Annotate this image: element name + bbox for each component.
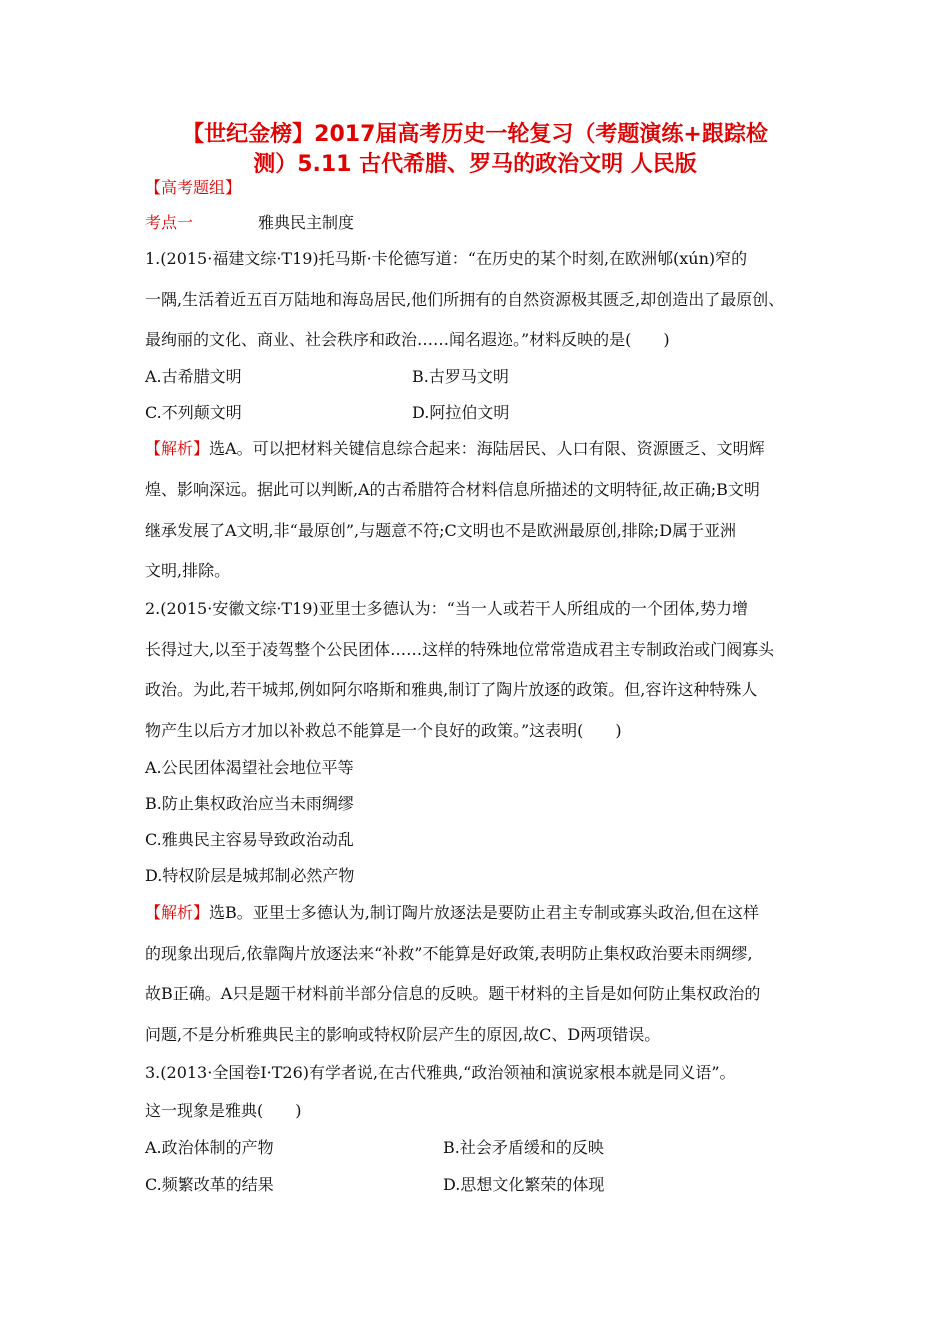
q2-option-b: B.防止集权政治应当未雨绸缪 [145, 794, 354, 813]
kaodian-label: 考点一 [145, 213, 194, 232]
q2-analysis-label: 【解析】 [145, 903, 210, 922]
q3-line: 3.(2013·全国卷Ⅰ·T26)有学者说,在古代雅典,“政治领袖和演说家根本就是同义语”。 [145, 1063, 736, 1082]
q2-option-d: D.特权阶层是城邦制必然产物 [145, 866, 355, 885]
q3-option-c: C.频繁改革的结果 [145, 1175, 274, 1194]
q2-line: 2.(2015·安徽文综·T19)亚里士多德认为：“当一人或若干人所组成的一个团体,势力增 [145, 599, 748, 618]
q2-analysis-line: 问题,不是分析雅典民主的影响或特权阶层产生的原因,故C、D两项错误。 [145, 1025, 661, 1044]
q3-option-a: A.政治体制的产物 [145, 1138, 274, 1157]
section-heading: 【高考题组】 [145, 178, 242, 197]
q3-option-b: B.社会矛盾缓和的反映 [443, 1138, 604, 1157]
q2-analysis-line [145, 903, 759, 923]
q3-line: 这一现象是雅典( ) [145, 1101, 302, 1120]
q2-option-c: C.雅典民主容易导致政治动乱 [145, 830, 354, 849]
q2-option-a: A.公民团体渴望社会地位平等 [145, 758, 354, 777]
q1-analysis-line: 继承发展了A文明,非“最原创”,与题意不符;C文明也不是欧洲最原创,排除;D属于亚洲 [145, 521, 737, 540]
document-title-line-2: 测）5.11 古代希腊、罗马的政治文明 人民版 [253, 152, 697, 177]
q1-line: 最绚丽的文化、商业、社会秩序和政治……闻名遐迩。”材料反映的是( ) [145, 330, 670, 349]
q3-option-d: D.思想文化繁荣的体现 [443, 1175, 605, 1194]
q2-line: 长得过大,以至于凌驾整个公民团体……这样的特殊地位常常造成君主专制政治或门阀寡头 [145, 640, 775, 659]
document-title-line-1: 【世纪金榜】2017届高考历史一轮复习（考题演练+跟踪检 [182, 122, 768, 147]
q1-line: 一隅,生活着近五百万陆地和海岛居民,他们所拥有的自然资源极其匮乏,却创造出了最原创、 [145, 290, 785, 309]
q1-analysis-line: 煌、影响深远。据此可以判断,A的古希腊符合材料信息所描述的文明特征,故正确;B文明 [145, 480, 760, 499]
q1-option-c: C.不列颠文明 [145, 403, 242, 422]
q1-line: 1.(2015·福建文综·T19)托马斯·卡伦德写道：“在历史的某个时刻,在欧洲郇(xún)窄的 [145, 249, 748, 268]
q2-analysis-text: 选B。亚里士多德认为,制订陶片放逐法是要防止君主专制或寡头政治,但在这样 [209, 903, 759, 922]
q2-analysis-line: 故B正确。A只是题干材料前半部分信息的反映。题干材料的主旨是如何防止集权政治的 [145, 984, 761, 1003]
q2-line: 物产生以后方才加以补救总不能算是一个良好的政策。”这表明( ) [145, 721, 622, 740]
q2-line: 政治。为此,若干城邦,例如阿尔咯斯和雅典,制订了陶片放逐的政策。但,容许这种特殊人 [145, 680, 758, 699]
q1-analysis-text: 选A。可以把材料关键信息综合起来：海陆居民、人口有限、资源匮乏、文明辉 [209, 439, 765, 458]
q1-analysis-line [145, 439, 765, 459]
q1-option-d: D.阿拉伯文明 [412, 403, 510, 422]
q1-option-a: A.古希腊文明 [145, 367, 242, 386]
q2-analysis-line: 的现象出现后,依靠陶片放逐法来“补救”不能算是好政策,表明防止集权政治要未雨绸缪, [145, 944, 753, 963]
q1-analysis-line: 文明,排除。 [145, 561, 231, 580]
q1-option-b: B.古罗马文明 [412, 367, 509, 386]
kaodian-topic: 雅典民主制度 [258, 213, 355, 232]
q1-analysis-label: 【解析】 [145, 439, 210, 458]
